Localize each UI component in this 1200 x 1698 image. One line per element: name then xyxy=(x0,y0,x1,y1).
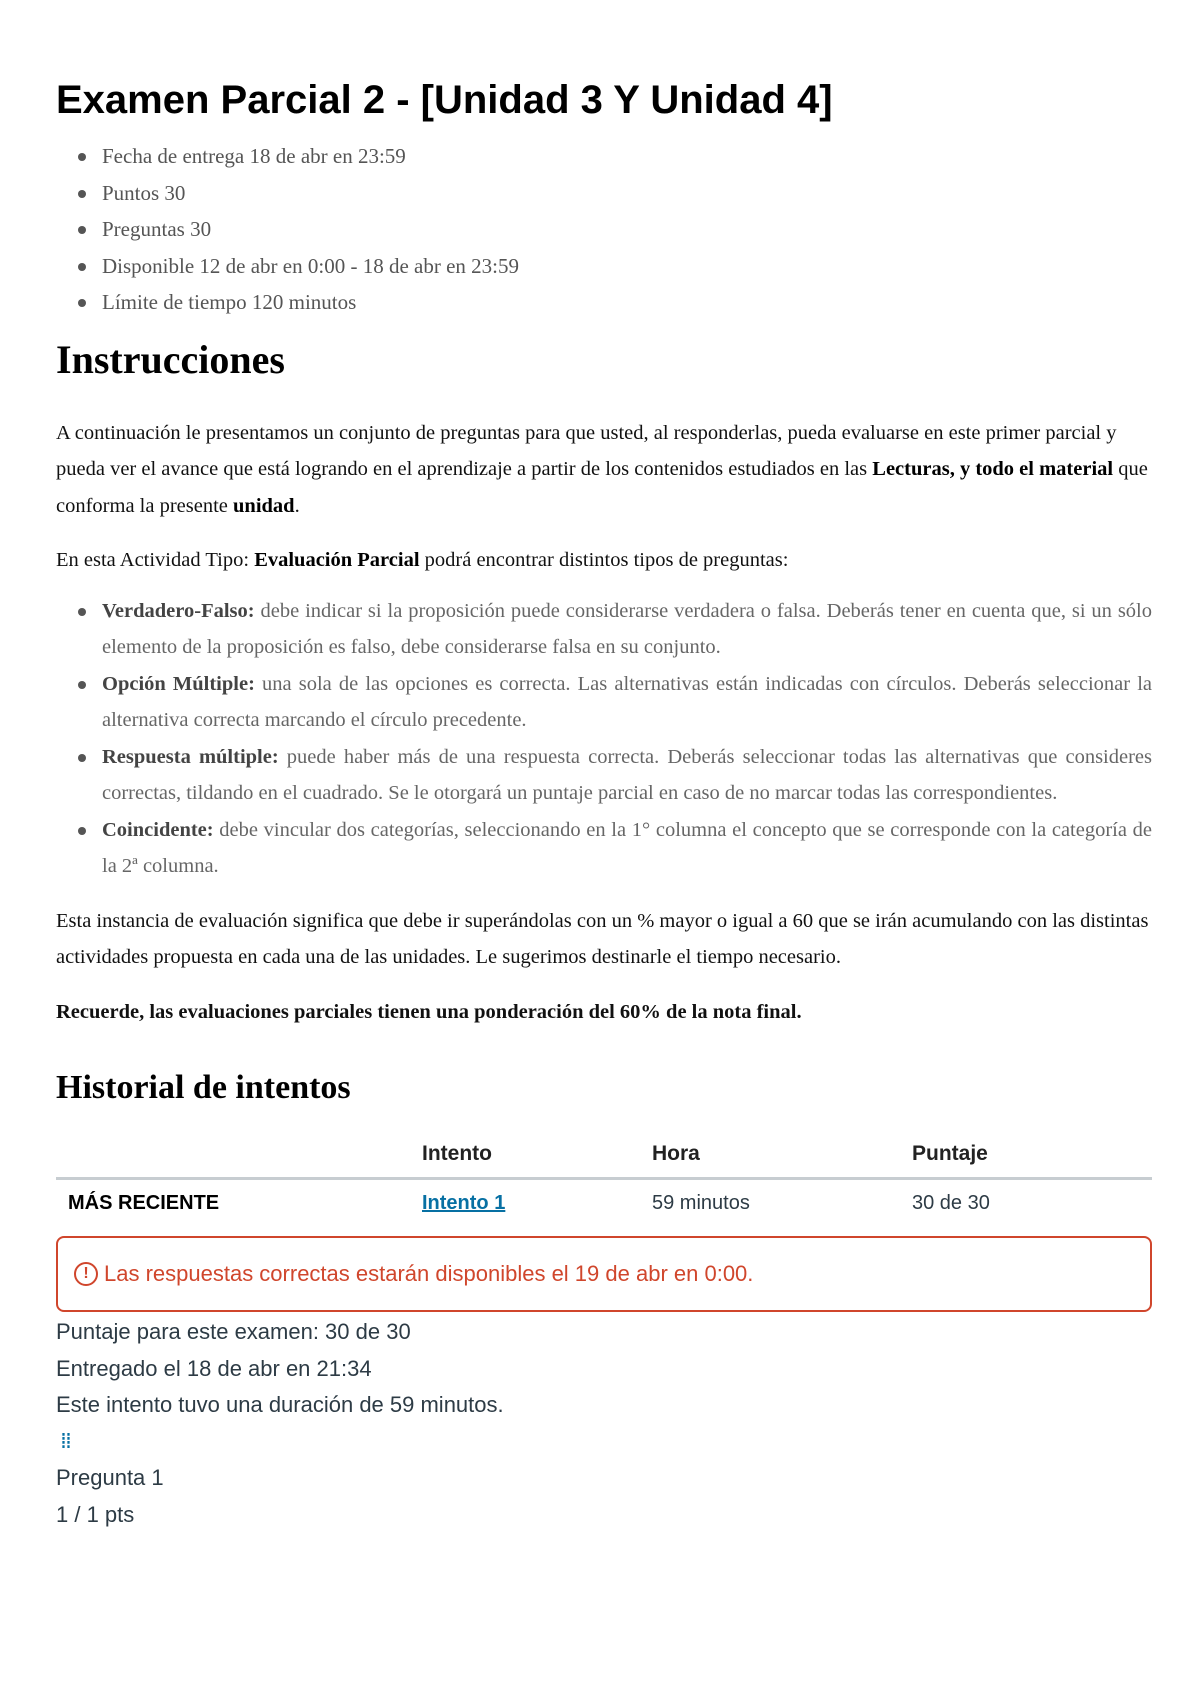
column-header-blank xyxy=(56,1132,410,1178)
column-header-attempt: Intento xyxy=(410,1132,640,1178)
due-date: Fecha de entrega 18 de abr en 23:59 xyxy=(56,138,1152,175)
type-true-false: Verdadero-Falso: debe indicar si la proposición puede considerarse verdadera o falsa. Deberás tener en cuenta que, si un sólo elemento de la proposición es falso, debe considerarse falsa en su conjunto. xyxy=(56,593,1152,666)
questions-count: Preguntas 30 xyxy=(56,211,1152,248)
attempt-cell xyxy=(410,1178,640,1227)
type-matching: Coincidente: debe vincular dos categorías, seleccionando en la 1° columna el concepto que se corresponde con la categoría de la 2ª columna. xyxy=(56,812,1152,885)
most-recent-label: MÁS RECIENTE xyxy=(68,1191,220,1214)
attempt-time: 59 minutos xyxy=(652,1191,750,1214)
instructions-reminder: Recuerde, las evaluaciones parciales tienen una ponderación del 60% de la nota final. xyxy=(56,1000,802,1023)
question-points: 1 / 1 pts xyxy=(56,1501,135,1527)
type-multiple-answer: Respuesta múltiple: puede haber más de una respuesta correcta. Deberás seleccionar todas las alternativas que consideres correctas, tildando en el cuadrado. Se le otorgará un puntaje parcial en caso de no marcar todas las correspondientes. xyxy=(56,739,1152,812)
table-header-row xyxy=(56,1132,1152,1178)
history-heading: Historial de intentos xyxy=(56,1069,351,1106)
alert-text: Las respuestas correctas estarán disponibles el 19 de abr en 0:00. xyxy=(104,1261,754,1286)
table-row xyxy=(56,1178,1152,1227)
type-multiple-choice: Opción Múltiple: una sola de las opciones es correcta. Las alternativas están indicadas con círculos. Deberás seleccionar la alternativa correcta marcando el círculo precedente. xyxy=(56,666,1152,739)
availability: Disponible 12 de abr en 0:00 - 18 de abr en 23:59 xyxy=(56,248,1152,285)
instructions-paragraph-3: Esta instancia de evaluación significa que debe ir superándolas con un % mayor o igual a 60 que se irán acumulando con las distintas actividades propuesta en cada una de las unidades. Le sugerimos destinarle el tiempo necesario. xyxy=(56,909,1149,968)
column-header-time: Hora xyxy=(640,1132,900,1178)
points: Puntos 30 xyxy=(56,175,1152,212)
warning-icon: ! xyxy=(74,1262,98,1286)
quiz-page xyxy=(56,72,1152,1533)
attempt-score: 30 de 30 xyxy=(912,1191,990,1214)
question-label: Pregunta 1 xyxy=(56,1465,164,1490)
attempt-duration: Este intento tuvo una duración de 59 minutos. xyxy=(56,1392,504,1417)
attempt-link[interactable]: Intento 1 xyxy=(422,1191,506,1214)
quiz-score: Puntaje para este examen: 30 de 30 xyxy=(56,1319,411,1344)
attempts-table xyxy=(56,1132,1152,1227)
instructions-paragraph-1: A continuación le presentamos un conjunto de preguntas para que usted, al responderlas, pueda evaluarse en este primer parcial y pueda ver el avance que está logrando en el aprendizaje a partir de los contenidos estudiados en las Lecturas, y todo el material que conforma la presente unidad. xyxy=(56,421,1148,517)
time-limit: Límite de tiempo 120 minutos xyxy=(56,284,1152,321)
quiz-details-list xyxy=(56,138,1152,321)
question-types-list xyxy=(56,593,1152,885)
instructions-paragraph-2: En esta Actividad Tipo: Evaluación Parcial podrá encontrar distintos tipos de preguntas: xyxy=(56,549,789,571)
instructions-heading: Instrucciones xyxy=(56,336,285,382)
column-header-score: Puntaje xyxy=(900,1132,1152,1178)
drag-handle-icon[interactable]: ⁞⁞ xyxy=(60,1428,70,1454)
correct-answers-alert xyxy=(56,1236,1152,1312)
submitted-date: Entregado el 18 de abr en 21:34 xyxy=(56,1355,372,1381)
quiz-title: Examen Parcial 2 - [Unidad 3 Y Unidad 4] xyxy=(56,78,833,122)
